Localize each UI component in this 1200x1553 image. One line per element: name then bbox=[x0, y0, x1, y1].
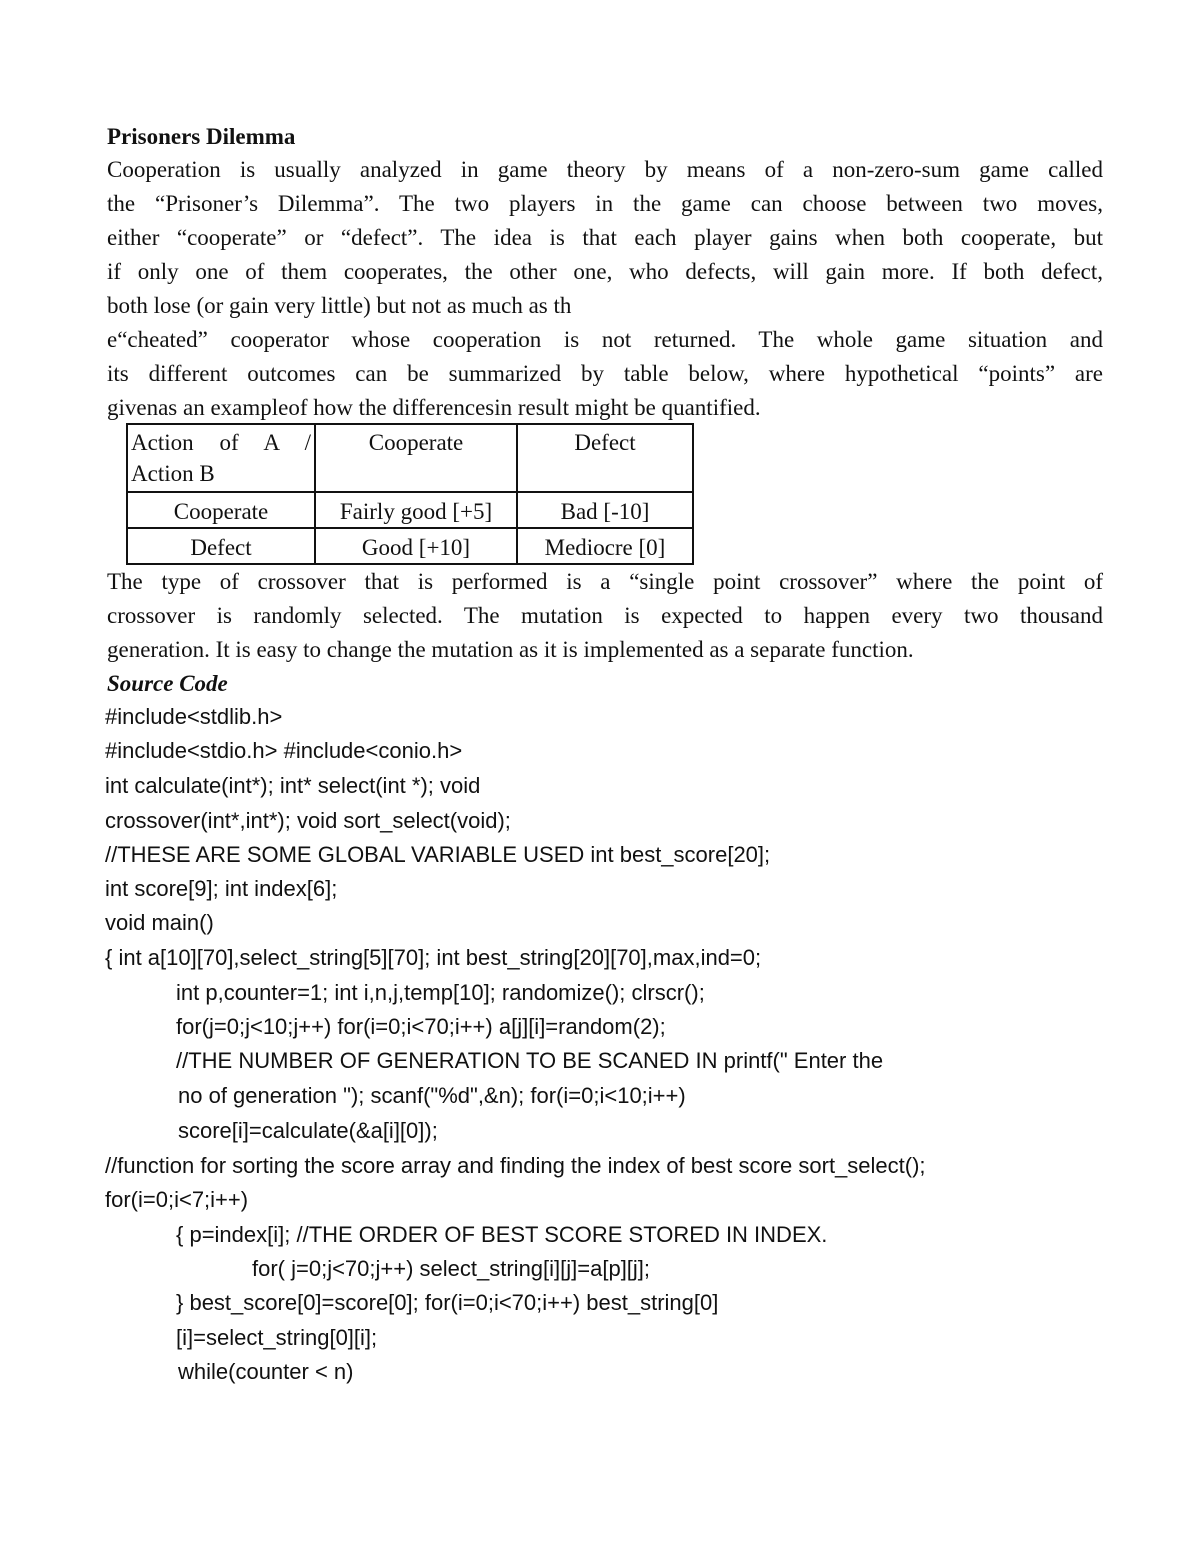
code-line: for(i=0;i<7;i++) bbox=[105, 1187, 249, 1212]
table-cell: Fairly good [+5] bbox=[315, 492, 517, 528]
code-line: [i]=select_string[0][i]; bbox=[176, 1325, 378, 1350]
code-line: int p,counter=1; int i,n,j,temp[10]; randomize(); clrscr(); bbox=[176, 980, 705, 1005]
paragraph-line: the “Prisoner’s Dilemma”. The two players in the game can choose between two moves, bbox=[107, 191, 1103, 216]
code-line: int calculate(int*); int* select(int *); void bbox=[105, 773, 481, 798]
paragraph-line: if only one of them cooperates, the other one, who defects, will gain more. If both defect, bbox=[107, 259, 1103, 284]
code-line: #include<stdlib.h> bbox=[105, 704, 283, 729]
code-line: while(counter < n) bbox=[178, 1359, 354, 1384]
code-line: int score[9]; int index[6]; bbox=[105, 876, 338, 901]
code-line: } best_score[0]=score[0]; for(i=0;i<70;i++) best_string[0] bbox=[176, 1290, 719, 1315]
table-column-header: Defect bbox=[517, 424, 693, 492]
table-row-label: Cooperate bbox=[127, 492, 315, 528]
paragraph-line: Cooperation is usually analyzed in game theory by means of a non-zero-sum game called bbox=[107, 157, 1103, 182]
code-line: crossover(int*,int*); void sort_select(void); bbox=[105, 808, 511, 833]
paragraph-line: givenas an exampleof how the differencesin result might be quantified. bbox=[107, 395, 761, 420]
code-line: //function for sorting the score array and finding the index of best score sort_select(); bbox=[105, 1153, 926, 1178]
code-line: //THESE ARE SOME GLOBAL VARIABLE USED int best_score[20]; bbox=[105, 842, 771, 867]
paragraph-line: crossover is randomly selected. The mutation is expected to happen every two thousand bbox=[107, 603, 1103, 628]
table-cell: Good [+10] bbox=[315, 528, 517, 564]
table-row bbox=[127, 492, 693, 528]
source-code-heading: Source Code bbox=[107, 671, 228, 696]
code-line: //THE NUMBER OF GENERATION TO BE SCANED IN printf(" Enter the bbox=[176, 1048, 884, 1073]
code-line: void main() bbox=[105, 910, 214, 935]
code-line: no of generation "); scanf("%d",&n); for(i=0;i<10;i++) bbox=[178, 1083, 686, 1108]
table-row-label: Defect bbox=[127, 528, 315, 564]
table-column-header: Cooperate bbox=[315, 424, 517, 492]
paragraph-line: both lose (or gain very little) but not as much as th bbox=[107, 293, 572, 318]
code-line: { p=index[i]; //THE ORDER OF BEST SCORE STORED IN INDEX. bbox=[176, 1222, 828, 1247]
code-line: { int a[10][70],select_string[5][70]; int best_string[20][70],max,ind=0; bbox=[105, 945, 762, 970]
paragraph-line: e“cheated” cooperator whose cooperation is not returned. The whole game situation and bbox=[107, 327, 1103, 352]
table-cell: Bad [-10] bbox=[517, 492, 693, 528]
code-line: #include<stdio.h> #include<conio.h> bbox=[105, 738, 463, 763]
paragraph-line: generation. It is easy to change the mutation as it is implemented as a separate function. bbox=[107, 637, 914, 662]
paragraph-line: its different outcomes can be summarized by table below, where hypothetical “points” are bbox=[107, 361, 1103, 386]
table-cell: Mediocre [0] bbox=[517, 528, 693, 564]
section-title: Prisoners Dilemma bbox=[107, 124, 296, 149]
paragraph-line: The type of crossover that is performed is a “single point crossover” where the point of bbox=[107, 569, 1103, 594]
table-header-row bbox=[127, 424, 693, 492]
code-line: score[i]=calculate(&a[i][0]); bbox=[178, 1118, 438, 1143]
table-row bbox=[127, 528, 693, 564]
paragraph-line: either “cooperate” or “defect”. The idea is that each player gains when both cooperate, but bbox=[107, 225, 1103, 250]
payoff-table bbox=[126, 423, 694, 565]
code-line: for(j=0;j<10;j++) for(i=0;i<70;i++) a[j][i]=random(2); bbox=[176, 1014, 666, 1039]
table-corner-cell: Action of A / Action B bbox=[127, 424, 315, 492]
code-line: for( j=0;j<70;j++) select_string[i][j]=a[p][j]; bbox=[252, 1256, 651, 1281]
